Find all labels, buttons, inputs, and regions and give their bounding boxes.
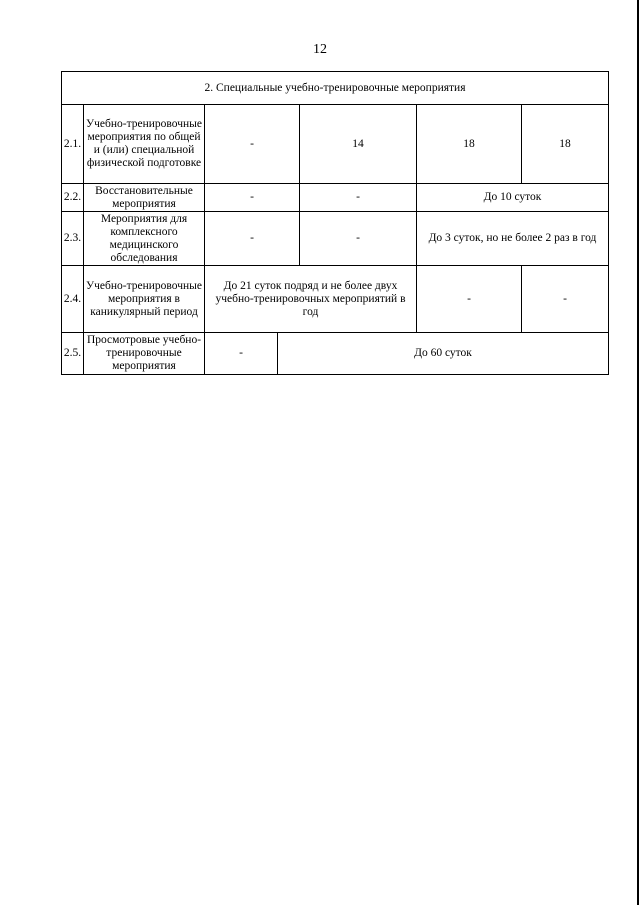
cell-col3: - — [417, 266, 522, 333]
cell-col1: - — [205, 333, 278, 375]
table-row — [62, 105, 609, 184]
row-name: Просмотровые учебно-тренировочные мероприятия — [84, 333, 205, 375]
row-name: Восстановительные мероприятия — [84, 184, 205, 212]
table-row — [62, 212, 609, 266]
cell-col234: До 60 суток — [278, 333, 609, 375]
section-header-row — [62, 72, 609, 105]
table-row — [62, 266, 609, 333]
scan-edge-line — [637, 0, 639, 905]
cell-col1: - — [205, 184, 300, 212]
cell-col4: 18 — [522, 105, 609, 184]
row-name: Учебно-тренировочные мероприятия по общей и (или) специальной физической подготовке — [84, 105, 205, 184]
training-events-table — [61, 71, 609, 375]
row-number: 2.4. — [62, 266, 84, 333]
cell-col2: 14 — [300, 105, 417, 184]
row-number: 2.2. — [62, 184, 84, 212]
cell-col3: 18 — [417, 105, 522, 184]
row-number: 2.5. — [62, 333, 84, 375]
page-number: 12 — [313, 42, 327, 57]
cell-col4: - — [522, 266, 609, 333]
row-number: 2.1. — [62, 105, 84, 184]
cell-col1: - — [205, 212, 300, 266]
table-row — [62, 333, 609, 375]
cell-col34: До 3 суток, но не более 2 раз в год — [417, 212, 609, 266]
cell-col1: - — [205, 105, 300, 184]
row-number: 2.3. — [62, 212, 84, 266]
table-row — [62, 184, 609, 212]
row-name: Мероприятия для комплексного медицинского обследования — [84, 212, 205, 266]
section-title: 2. Специальные учебно-тренировочные мероприятия — [62, 72, 609, 105]
cell-col34: До 10 суток — [417, 184, 609, 212]
cell-col2: - — [300, 184, 417, 212]
cell-col2: - — [300, 212, 417, 266]
cell-col12: До 21 суток подряд и не более двух учебно-тренировочных мероприятий в год — [205, 266, 417, 333]
row-name: Учебно-тренировочные мероприятия в каникулярный период — [84, 266, 205, 333]
